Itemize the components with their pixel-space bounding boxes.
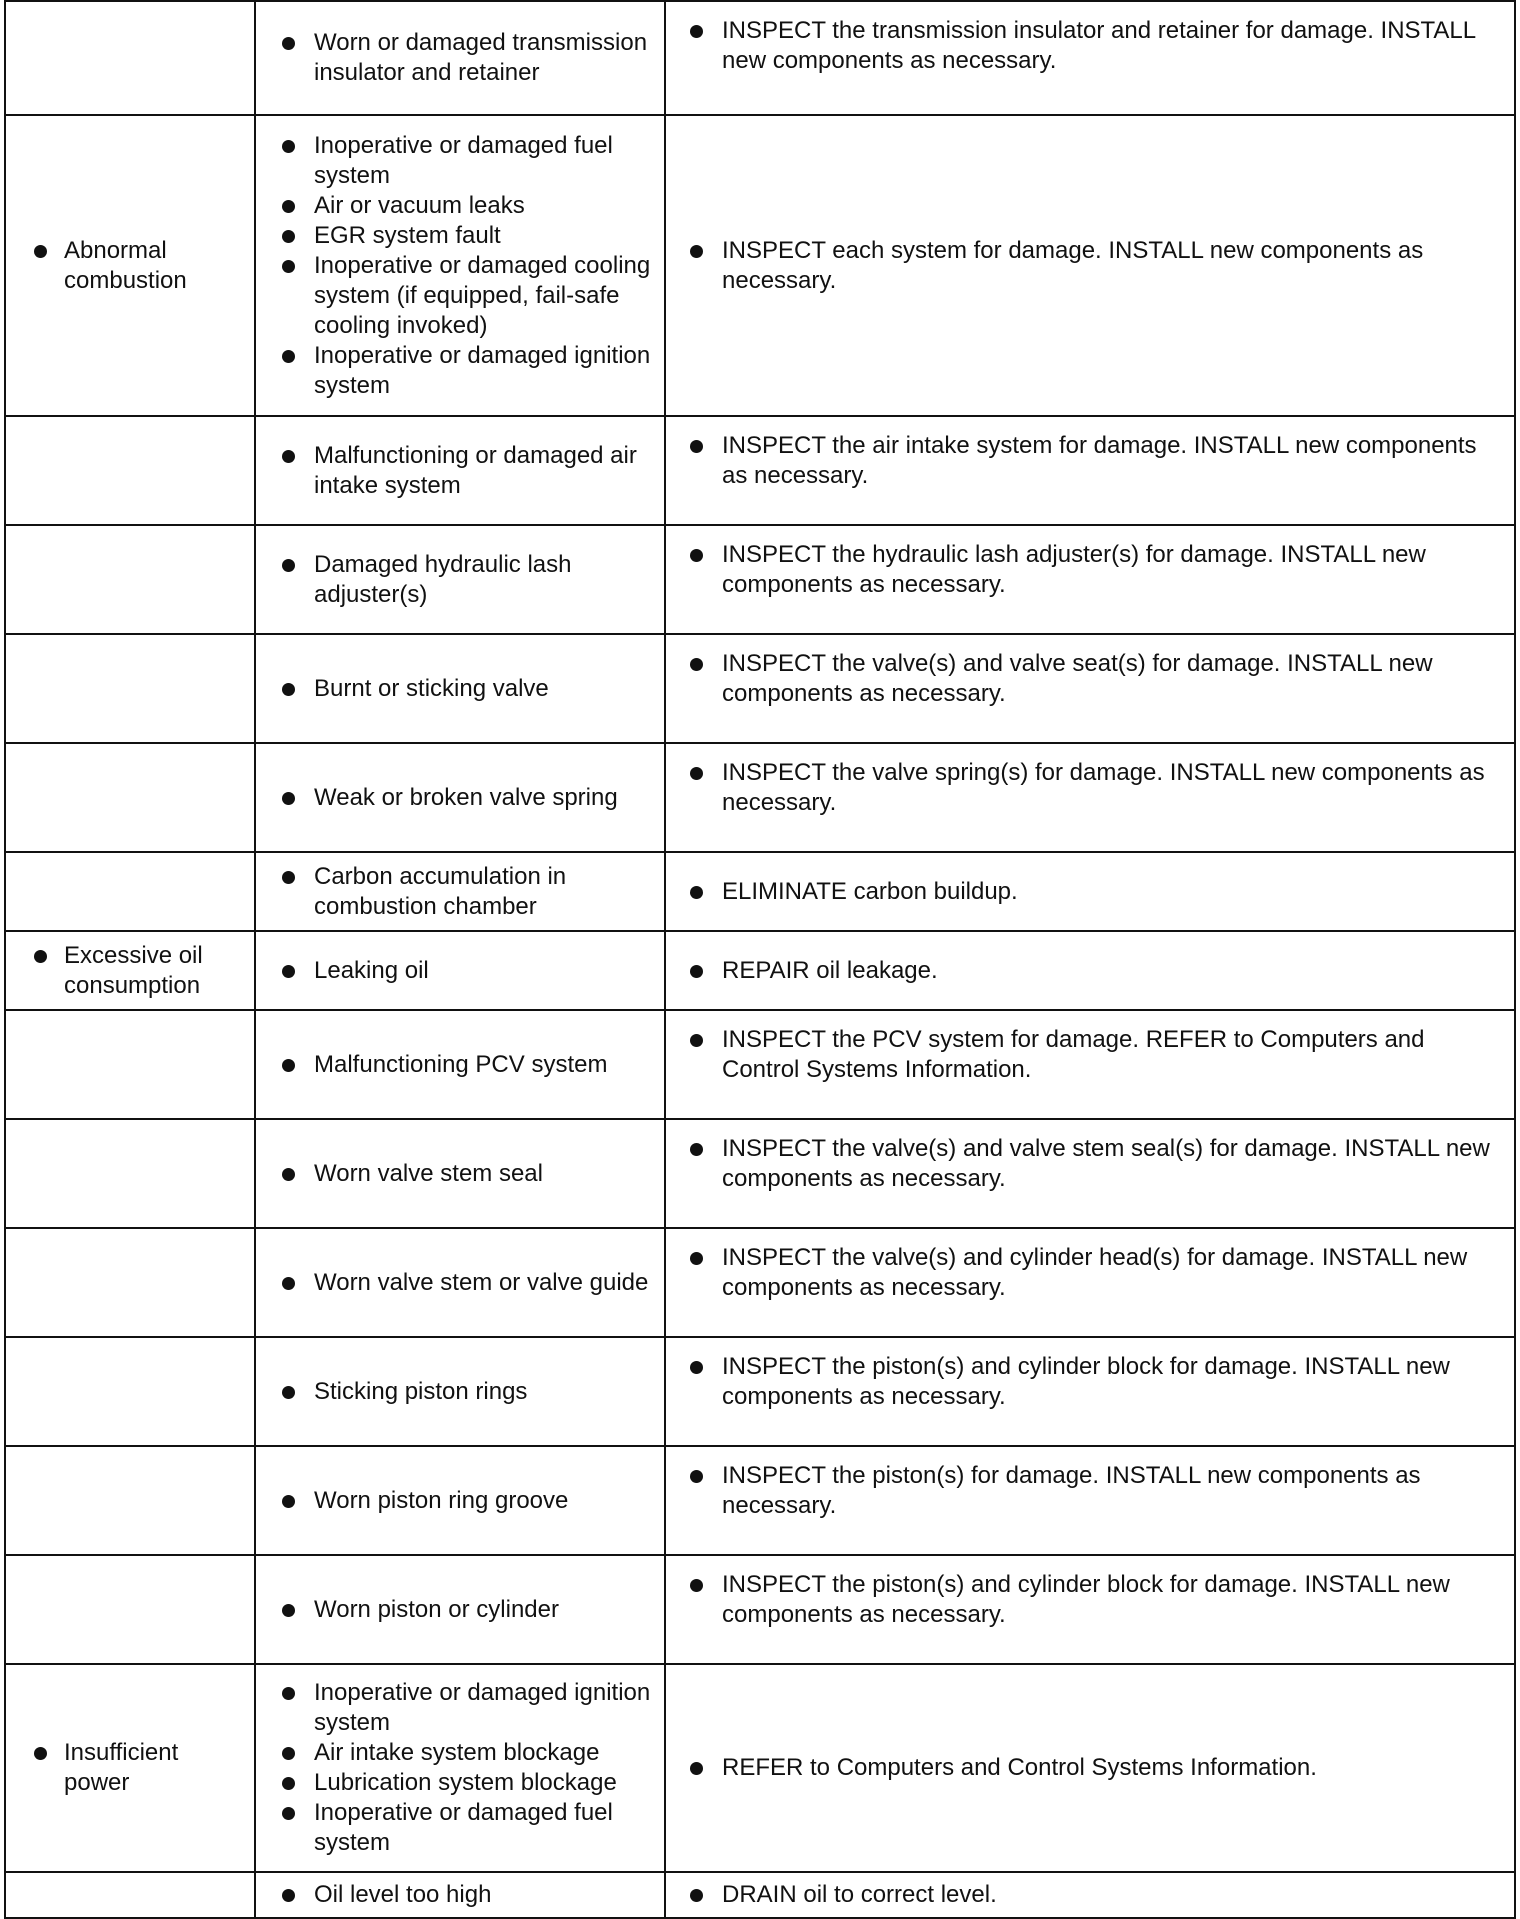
action-item-list <box>666 1338 1514 1412</box>
possible-source-cell <box>255 1 665 115</box>
bullet-icon <box>690 965 703 978</box>
condition-cell <box>5 1010 255 1119</box>
condition-cell <box>5 1664 255 1872</box>
action-item-list <box>666 744 1514 818</box>
bullet-icon <box>34 950 47 963</box>
possible-source-item-list <box>256 1880 664 1910</box>
bullet-icon <box>690 1470 703 1483</box>
table-row <box>5 1 1515 115</box>
action-item-list <box>666 635 1514 709</box>
table-row <box>5 1337 1515 1446</box>
possible-source-item <box>256 1595 664 1625</box>
bullet-icon <box>282 1386 295 1399</box>
table-row <box>5 634 1515 743</box>
table-row <box>5 852 1515 931</box>
possible-source-item-text: EGR system fault <box>314 221 501 249</box>
possible-source-cell <box>255 1228 665 1337</box>
bullet-icon <box>282 37 295 50</box>
possible-source-item-text: Malfunctioning PCV system <box>314 1050 608 1078</box>
bullet-icon <box>690 549 703 562</box>
action-item-text: INSPECT the valve spring(s) for damage. INSTALL new components as necessary. <box>722 759 1485 816</box>
action-item <box>666 1880 1514 1910</box>
action-item <box>666 236 1514 296</box>
action-item <box>666 540 1514 600</box>
possible-source-item-text: Inoperative or damaged cooling system (if equipped, fail-safe cooling invoked) <box>314 251 651 339</box>
condition-item <box>6 1738 254 1798</box>
condition-cell <box>5 1446 255 1555</box>
possible-source-item-text: Weak or broken valve spring <box>314 783 618 811</box>
possible-source-item <box>256 191 664 221</box>
possible-source-item <box>256 1486 664 1516</box>
possible-source-item <box>256 1678 664 1738</box>
action-item-text: INSPECT the piston(s) and cylinder block for damage. INSTALL new components as necessary. <box>722 1353 1450 1410</box>
possible-source-item-text: Air or vacuum leaks <box>314 191 525 219</box>
condition-cell <box>5 743 255 852</box>
action-item-text: INSPECT the valve(s) and valve stem seal(s) for damage. INSTALL new components as necessary. <box>722 1135 1490 1192</box>
bullet-icon <box>690 767 703 780</box>
bullet-icon <box>282 200 295 213</box>
condition-text: Abnormal combustion <box>64 236 187 294</box>
bullet-icon <box>282 230 295 243</box>
possible-source-item <box>256 1738 664 1768</box>
possible-source-item <box>256 131 664 191</box>
condition-item <box>6 941 254 1001</box>
action-item-text: REPAIR oil leakage. <box>722 956 938 984</box>
condition-list <box>6 236 254 296</box>
possible-source-cell <box>255 115 665 416</box>
bullet-icon <box>282 450 295 463</box>
possible-source-item-list <box>256 956 664 986</box>
action-item-list <box>666 417 1514 491</box>
action-item-text: INSPECT the hydraulic lash adjuster(s) for damage. INSTALL new components as necessary. <box>722 541 1426 598</box>
action-item-text: DRAIN oil to correct level. <box>722 1881 997 1908</box>
action-item-text: INSPECT the valve(s) and valve seat(s) for damage. INSTALL new components as necessary. <box>722 650 1433 707</box>
condition-item <box>6 236 254 296</box>
condition-text: Insufficient power <box>64 1739 179 1796</box>
action-cell <box>665 1872 1515 1918</box>
possible-source-item-text: Malfunctioning or damaged air intake system <box>314 441 637 499</box>
possible-source-cell <box>255 1664 665 1872</box>
condition-cell <box>5 416 255 525</box>
possible-source-item <box>256 221 664 251</box>
action-item <box>666 1570 1514 1630</box>
action-item <box>666 649 1514 709</box>
action-item-text: INSPECT the transmission insulator and retainer for damage. INSTALL new components as necessary. <box>722 17 1476 74</box>
action-item-list <box>666 526 1514 600</box>
possible-source-item-list <box>256 550 664 610</box>
bullet-icon <box>690 1762 703 1775</box>
table-row <box>5 1228 1515 1337</box>
bullet-icon <box>690 1889 703 1902</box>
possible-source-item <box>256 251 664 341</box>
possible-source-cell <box>255 634 665 743</box>
action-item-list <box>666 877 1514 907</box>
bullet-icon <box>690 25 703 38</box>
bullet-icon <box>690 245 703 258</box>
possible-source-cell <box>255 1555 665 1664</box>
possible-source-item-list <box>256 862 664 922</box>
action-item-list <box>666 956 1514 986</box>
possible-source-item <box>256 783 664 813</box>
table-row <box>5 931 1515 1010</box>
action-item-text: INSPECT the air intake system for damage. INSTALL new components as necessary. <box>722 432 1477 489</box>
action-cell <box>665 1 1515 115</box>
bullet-icon <box>690 1252 703 1265</box>
action-item-text: INSPECT each system for damage. INSTALL new components as necessary. <box>722 236 1424 294</box>
possible-source-item <box>256 1050 664 1080</box>
possible-source-cell <box>255 525 665 634</box>
bullet-icon <box>282 871 295 884</box>
possible-source-cell <box>255 1010 665 1119</box>
condition-cell <box>5 1 255 115</box>
possible-source-item-text: Worn valve stem seal <box>314 1159 543 1187</box>
action-item-list <box>666 236 1514 296</box>
table-row <box>5 115 1515 416</box>
action-cell <box>665 743 1515 852</box>
bullet-icon <box>282 559 295 572</box>
possible-source-item-list <box>256 1050 664 1080</box>
possible-source-item-list <box>256 1377 664 1407</box>
table-row <box>5 1446 1515 1555</box>
possible-source-item-text: Sticking piston rings <box>314 1377 528 1405</box>
bullet-icon <box>282 1168 295 1181</box>
condition-cell <box>5 634 255 743</box>
action-cell <box>665 634 1515 743</box>
bullet-icon <box>282 350 295 363</box>
action-cell <box>665 1446 1515 1555</box>
bullet-icon <box>282 792 295 805</box>
possible-source-item-list <box>256 131 664 401</box>
possible-source-item-text: Inoperative or damaged ignition system <box>314 341 651 399</box>
possible-source-cell <box>255 852 665 931</box>
possible-source-item-list <box>256 1268 664 1298</box>
action-cell <box>665 115 1515 416</box>
action-item <box>666 877 1514 907</box>
action-item <box>666 1243 1514 1303</box>
action-cell <box>665 1337 1515 1446</box>
possible-source-item <box>256 1159 664 1189</box>
bullet-icon <box>690 1361 703 1374</box>
possible-source-item-text: Worn piston or cylinder <box>314 1595 559 1623</box>
possible-source-item-text: Lubrication system blockage <box>314 1769 617 1796</box>
possible-source-item <box>256 441 664 501</box>
action-item <box>666 431 1514 491</box>
action-cell <box>665 525 1515 634</box>
possible-source-item-text: Inoperative or damaged ignition system <box>314 1679 651 1736</box>
possible-source-item <box>256 1880 664 1910</box>
bullet-icon <box>34 245 47 258</box>
condition-cell <box>5 1555 255 1664</box>
action-item-text: INSPECT the piston(s) and cylinder block for damage. INSTALL new components as necessary. <box>722 1571 1450 1628</box>
table-row <box>5 1010 1515 1119</box>
action-item-text: INSPECT the piston(s) for damage. INSTALL new components as necessary. <box>722 1462 1421 1519</box>
bullet-icon <box>282 683 295 696</box>
action-item-list <box>666 1120 1514 1194</box>
possible-source-item-text: Worn or damaged transmission insulator and retainer <box>314 29 648 86</box>
possible-source-item-list <box>256 783 664 813</box>
possible-source-item <box>256 956 664 986</box>
possible-source-item <box>256 341 664 401</box>
possible-source-item-list <box>256 1678 664 1858</box>
action-cell <box>665 1228 1515 1337</box>
table-row <box>5 1119 1515 1228</box>
table-row <box>5 743 1515 852</box>
possible-source-item <box>256 550 664 610</box>
table-row <box>5 1555 1515 1664</box>
possible-source-item <box>256 1768 664 1798</box>
possible-source-item <box>256 862 664 922</box>
action-item-text: INSPECT the valve(s) and cylinder head(s) for damage. INSTALL new components as necessary. <box>722 1244 1468 1301</box>
possible-source-item-list <box>256 1486 664 1516</box>
action-item-list <box>666 1447 1514 1521</box>
bullet-icon <box>282 1807 295 1820</box>
possible-source-cell <box>255 1119 665 1228</box>
condition-cell <box>5 931 255 1010</box>
action-cell <box>665 416 1515 525</box>
symptom-chart-table <box>4 0 1516 1919</box>
bullet-icon <box>282 1059 295 1072</box>
action-item-list <box>666 1880 1514 1910</box>
bullet-icon <box>690 658 703 671</box>
action-item-text: INSPECT the PCV system for damage. REFER to Computers and Control Systems Information. <box>722 1026 1425 1083</box>
condition-text: Excessive oil consumption <box>64 941 203 999</box>
possible-source-item-text: Leaking oil <box>314 956 429 984</box>
possible-source-item-text: Inoperative or damaged fuel system <box>314 131 613 189</box>
action-item <box>666 1753 1514 1783</box>
action-cell <box>665 1664 1515 1872</box>
possible-source-cell <box>255 1872 665 1918</box>
action-cell <box>665 1555 1515 1664</box>
possible-source-item-text: Worn valve stem or valve guide <box>314 1268 649 1296</box>
action-item <box>666 1025 1514 1085</box>
action-item-list <box>666 1556 1514 1630</box>
table-row <box>5 1872 1515 1918</box>
bullet-icon <box>690 1034 703 1047</box>
possible-source-item-list <box>256 441 664 501</box>
possible-source-item <box>256 674 664 704</box>
bullet-icon <box>690 1143 703 1156</box>
possible-source-cell <box>255 1337 665 1446</box>
possible-source-item-list <box>256 1595 664 1625</box>
possible-source-cell <box>255 1446 665 1555</box>
table-row <box>5 1664 1515 1872</box>
possible-source-item-list <box>256 28 664 88</box>
action-item-list <box>666 1229 1514 1303</box>
possible-source-cell <box>255 743 665 852</box>
possible-source-cell <box>255 931 665 1010</box>
condition-cell <box>5 115 255 416</box>
action-item <box>666 1352 1514 1412</box>
bullet-icon <box>690 886 703 899</box>
bullet-icon <box>282 1495 295 1508</box>
possible-source-item-text: Inoperative or damaged fuel system <box>314 1799 613 1856</box>
possible-source-item <box>256 1377 664 1407</box>
action-cell <box>665 1119 1515 1228</box>
action-item <box>666 1461 1514 1521</box>
possible-source-item-text: Air intake system blockage <box>314 1739 600 1766</box>
action-cell <box>665 852 1515 931</box>
bullet-icon <box>690 1579 703 1592</box>
condition-cell <box>5 852 255 931</box>
action-item <box>666 758 1514 818</box>
condition-cell <box>5 525 255 634</box>
table-row <box>5 416 1515 525</box>
action-cell <box>665 931 1515 1010</box>
symptom-chart-body <box>5 1 1515 1918</box>
action-item-list <box>666 2 1514 76</box>
action-item-list <box>666 1011 1514 1085</box>
condition-list <box>6 1738 254 1798</box>
condition-cell <box>5 1872 255 1918</box>
action-item <box>666 956 1514 986</box>
bullet-icon <box>282 1687 295 1700</box>
action-item-text: REFER to Computers and Control Systems Information. <box>722 1754 1317 1781</box>
possible-source-item-text: Burnt or sticking valve <box>314 674 549 702</box>
bullet-icon <box>690 440 703 453</box>
bullet-icon <box>282 1889 295 1902</box>
bullet-icon <box>282 1777 295 1790</box>
action-item <box>666 16 1514 76</box>
condition-list <box>6 941 254 1001</box>
possible-source-item-text: Carbon accumulation in combustion chamber <box>314 862 567 920</box>
possible-source-item-list <box>256 674 664 704</box>
possible-source-cell <box>255 416 665 525</box>
possible-source-item <box>256 28 664 88</box>
bullet-icon <box>34 1747 47 1760</box>
bullet-icon <box>282 1747 295 1760</box>
bullet-icon <box>282 965 295 978</box>
possible-source-item <box>256 1268 664 1298</box>
possible-source-item-text: Damaged hydraulic lash adjuster(s) <box>314 550 572 608</box>
possible-source-item-list <box>256 1159 664 1189</box>
action-item <box>666 1134 1514 1194</box>
condition-cell <box>5 1228 255 1337</box>
possible-source-item <box>256 1798 664 1858</box>
bullet-icon <box>282 1604 295 1617</box>
bullet-icon <box>282 260 295 273</box>
table-row <box>5 525 1515 634</box>
action-cell <box>665 1010 1515 1119</box>
bullet-icon <box>282 140 295 153</box>
possible-source-item-text: Oil level too high <box>314 1881 492 1908</box>
bullet-icon <box>282 1277 295 1290</box>
condition-cell <box>5 1337 255 1446</box>
action-item-text: ELIMINATE carbon buildup. <box>722 877 1018 905</box>
possible-source-item-text: Worn piston ring groove <box>314 1486 569 1514</box>
action-item-list <box>666 1753 1514 1783</box>
condition-cell <box>5 1119 255 1228</box>
